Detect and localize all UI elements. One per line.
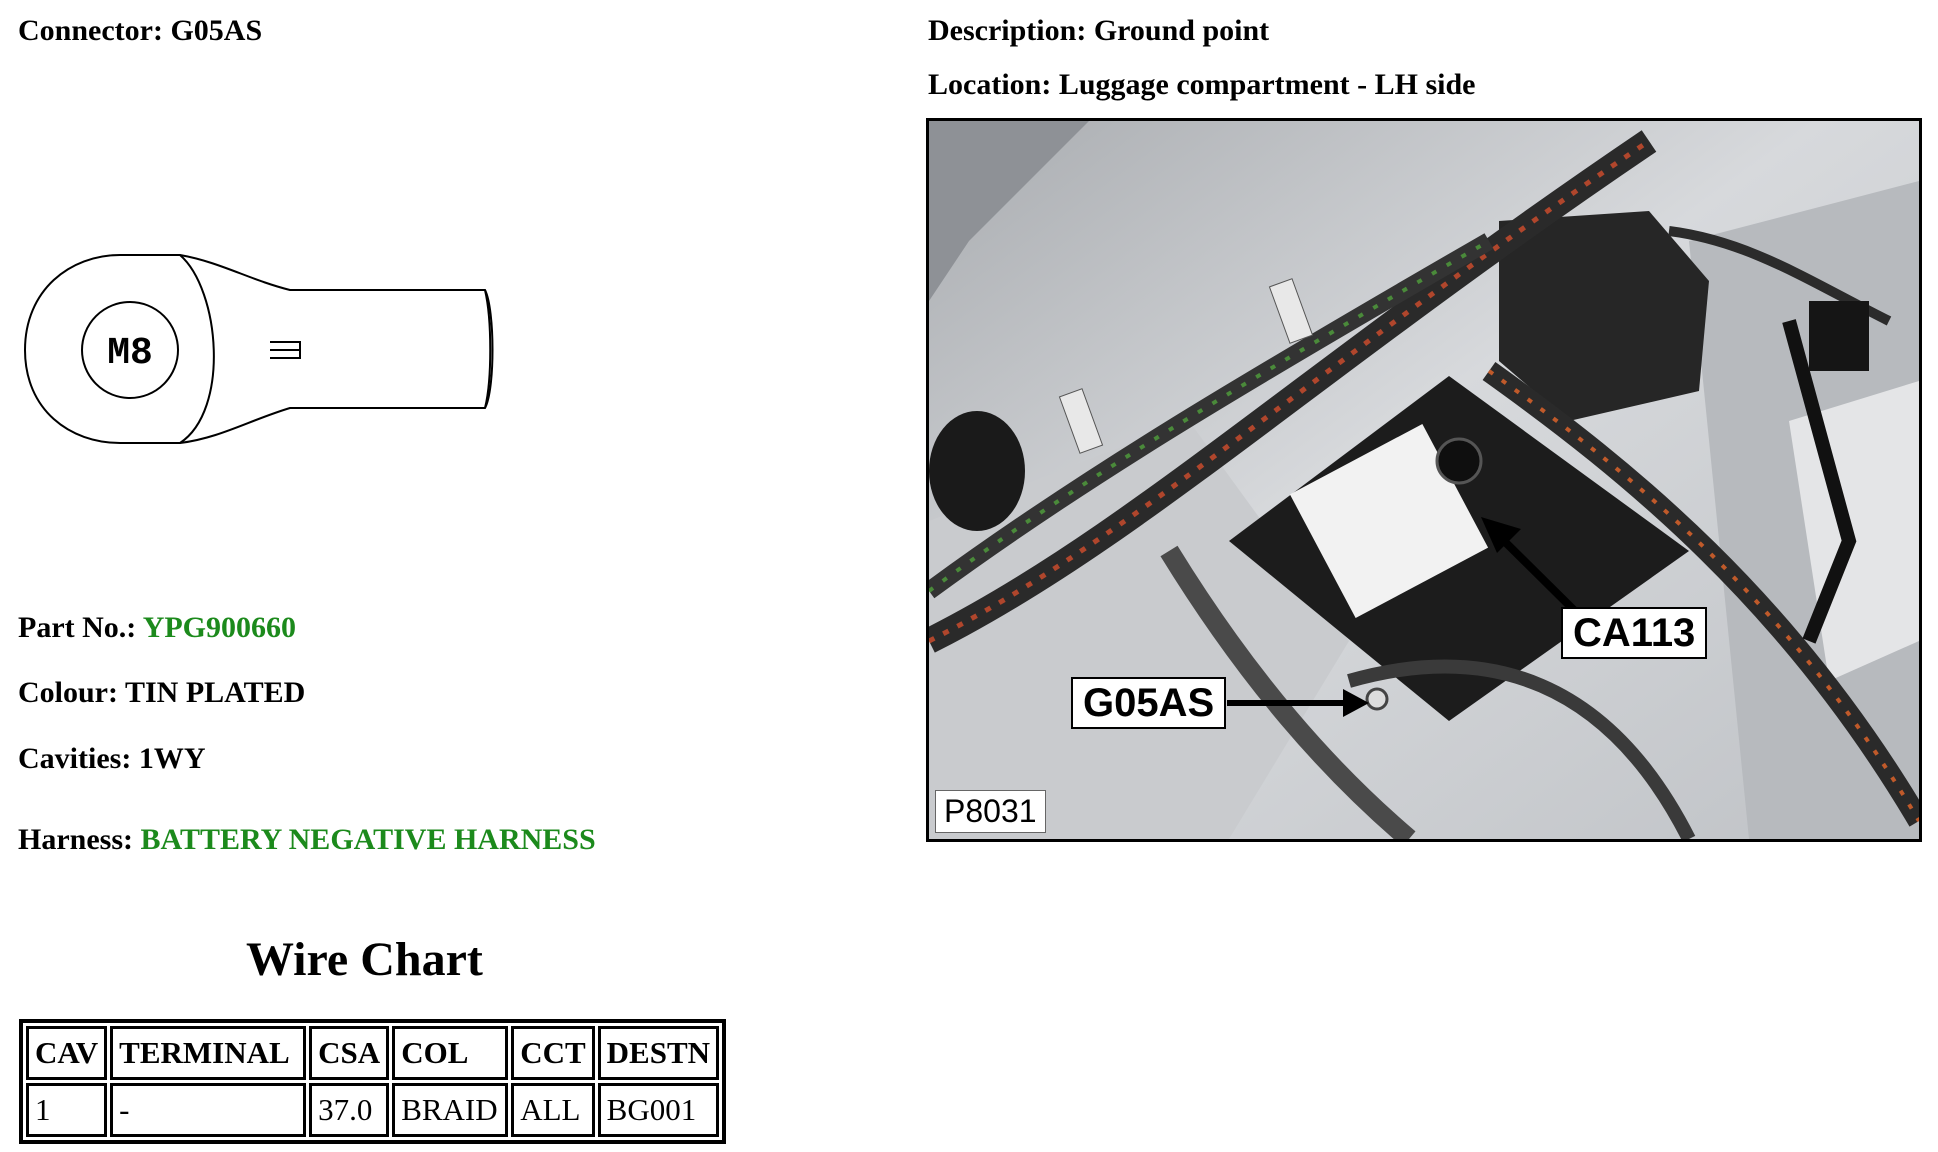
wire-chart-title: Wire Chart [246, 933, 483, 986]
connector-value: G05AS [170, 14, 263, 47]
callout-g05as: G05AS [1071, 677, 1226, 729]
description-field [928, 16, 1269, 46]
harness-label: Harness: [18, 823, 133, 856]
cell-col: BRAID [392, 1083, 508, 1137]
col-cav: CAV [26, 1026, 107, 1080]
cell-cct: ALL [511, 1083, 594, 1137]
harness-field [18, 825, 596, 855]
table-row [26, 1083, 719, 1137]
stud-size-label: M8 [107, 332, 153, 375]
description-value: Ground point [1093, 14, 1270, 47]
connector-label: Connector: [18, 14, 163, 47]
location-field [928, 70, 1475, 100]
location-photo [926, 118, 1922, 842]
col-destn: DESTN [598, 1026, 719, 1080]
photo-id-label: P8031 [935, 790, 1046, 833]
col-csa: CSA [309, 1026, 389, 1080]
ring-terminal-drawing [20, 250, 500, 450]
part-no-link[interactable]: YPG900660 [142, 611, 297, 644]
location-value: Luggage compartment - LH side [1058, 68, 1476, 101]
part-no-label: Part No.: [18, 611, 137, 644]
description-label: Description: [928, 14, 1087, 47]
photo-illustration [929, 121, 1919, 839]
col-terminal: TERMINAL [110, 1026, 306, 1080]
callout-ca113: CA113 [1561, 607, 1707, 659]
colour-value: TIN PLATED [124, 676, 306, 709]
part-no-field [18, 613, 296, 643]
colour-label: Colour: [18, 676, 118, 709]
connector-field [18, 16, 262, 46]
cavities-label: Cavities: [18, 742, 132, 775]
col-col: COL [392, 1026, 508, 1080]
col-cct: CCT [511, 1026, 594, 1080]
cavities-value: 1WY [138, 742, 206, 775]
colour-field [18, 678, 305, 708]
cell-cav: 1 [26, 1083, 107, 1137]
harness-link[interactable]: BATTERY NEGATIVE HARNESS [140, 823, 596, 856]
cell-csa: 37.0 [309, 1083, 389, 1137]
location-label: Location: [928, 68, 1052, 101]
cavities-field [18, 744, 205, 774]
cell-terminal: - [110, 1083, 306, 1137]
wire-chart-table [19, 1019, 726, 1144]
cell-destn: BG001 [598, 1083, 719, 1137]
table-header-row [26, 1026, 719, 1080]
